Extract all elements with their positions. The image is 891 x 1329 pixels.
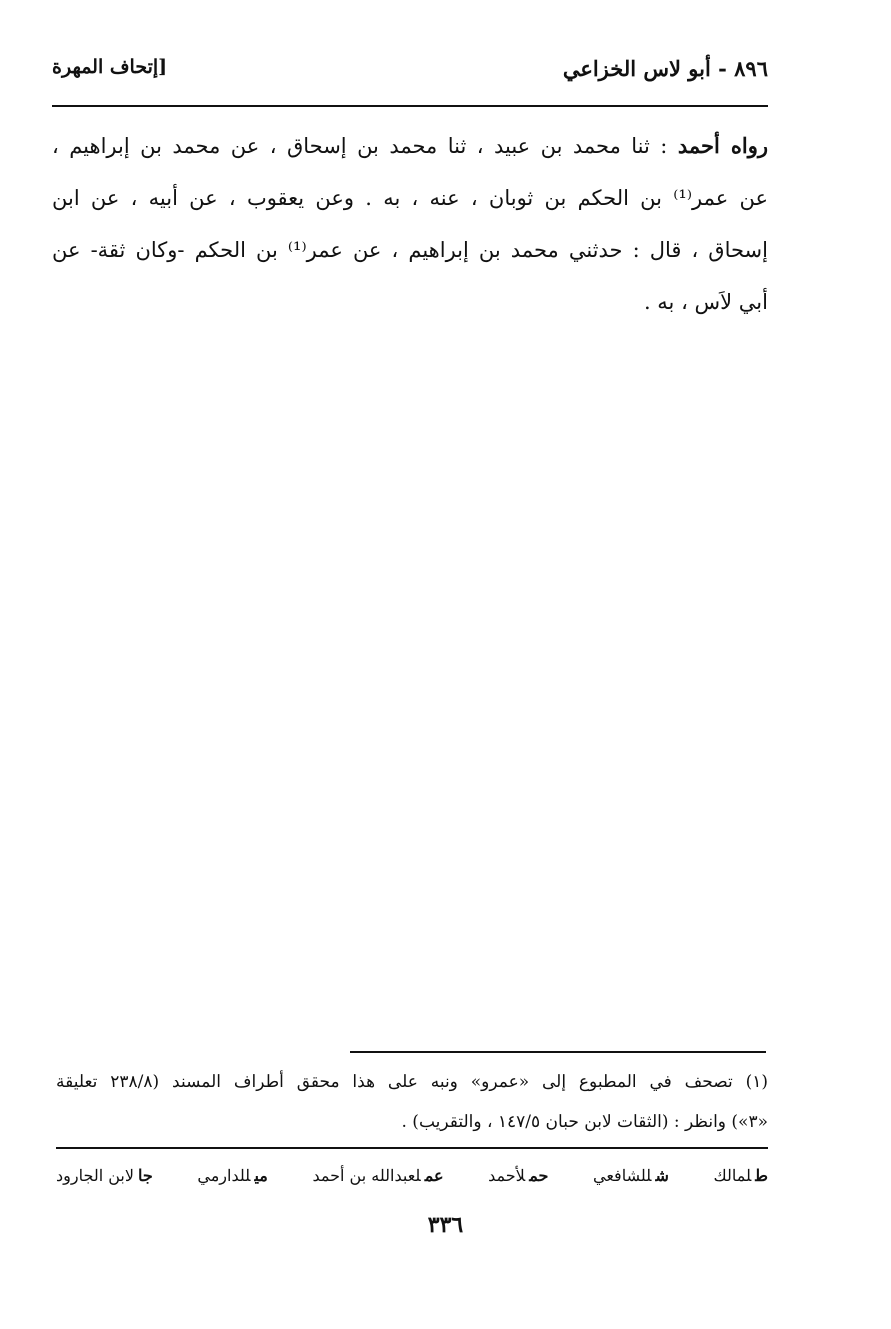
footnotes [56,1062,768,1142]
book-title: [إتحاف المهرة [52,56,168,78]
abbreviation-item: شللشافعي [593,1166,669,1185]
abbreviation-item: عملعبدالله بن أحمد [312,1166,444,1185]
abbreviation-item: جالابن الجارود [56,1166,153,1185]
abbreviation-item: حملأحمد [488,1166,549,1185]
text-line-3: إسحاق ، قال : حدثني محمد بن إبراهيم ، عن عمر⁽¹⁾ بن الحكم -وكان ثقة- عن [52,238,768,262]
footnote-divider [350,1051,766,1053]
abbreviation-item: ميللدارمي [197,1166,268,1185]
entry-title: ٨٩٦ - أبو لاس الخزاعي [562,56,768,81]
header-divider [52,105,768,107]
text-line-1-content: : ثنا محمد بن عبيد ، ثنا محمد بن إسحاق ، عن محمد بن إبراهيم ، [52,134,678,158]
text-line-4: أبي لاَس ، به . [643,290,768,314]
main-text [52,120,768,328]
footnote-line-1: (١) تصحف في المطبوع إلى «عمرو» ونبه على هذا محقق أطراف المسند (٢٣٨/٨ تعليقة [56,1072,768,1092]
abbreviation-item: طلمالك [713,1166,768,1185]
footnote-line-2: «٣») وانظر : (الثقات لابن حبان ١٤٧/٥ ، والتقريب) . [401,1112,768,1132]
page-header [52,52,768,92]
page-number: ٣٣٦ [427,1212,464,1238]
abbreviations-divider [56,1147,768,1149]
text-line-2: عن عمر⁽¹⁾ بن الحكم بن ثوبان ، عنه ، به . وعن يعقوب ، عن أبيه ، عن ابن [52,186,768,210]
abbreviations-legend [56,1158,768,1194]
text-line-1 [52,120,768,172]
narrator-lead: رواه أحمد [677,133,768,158]
